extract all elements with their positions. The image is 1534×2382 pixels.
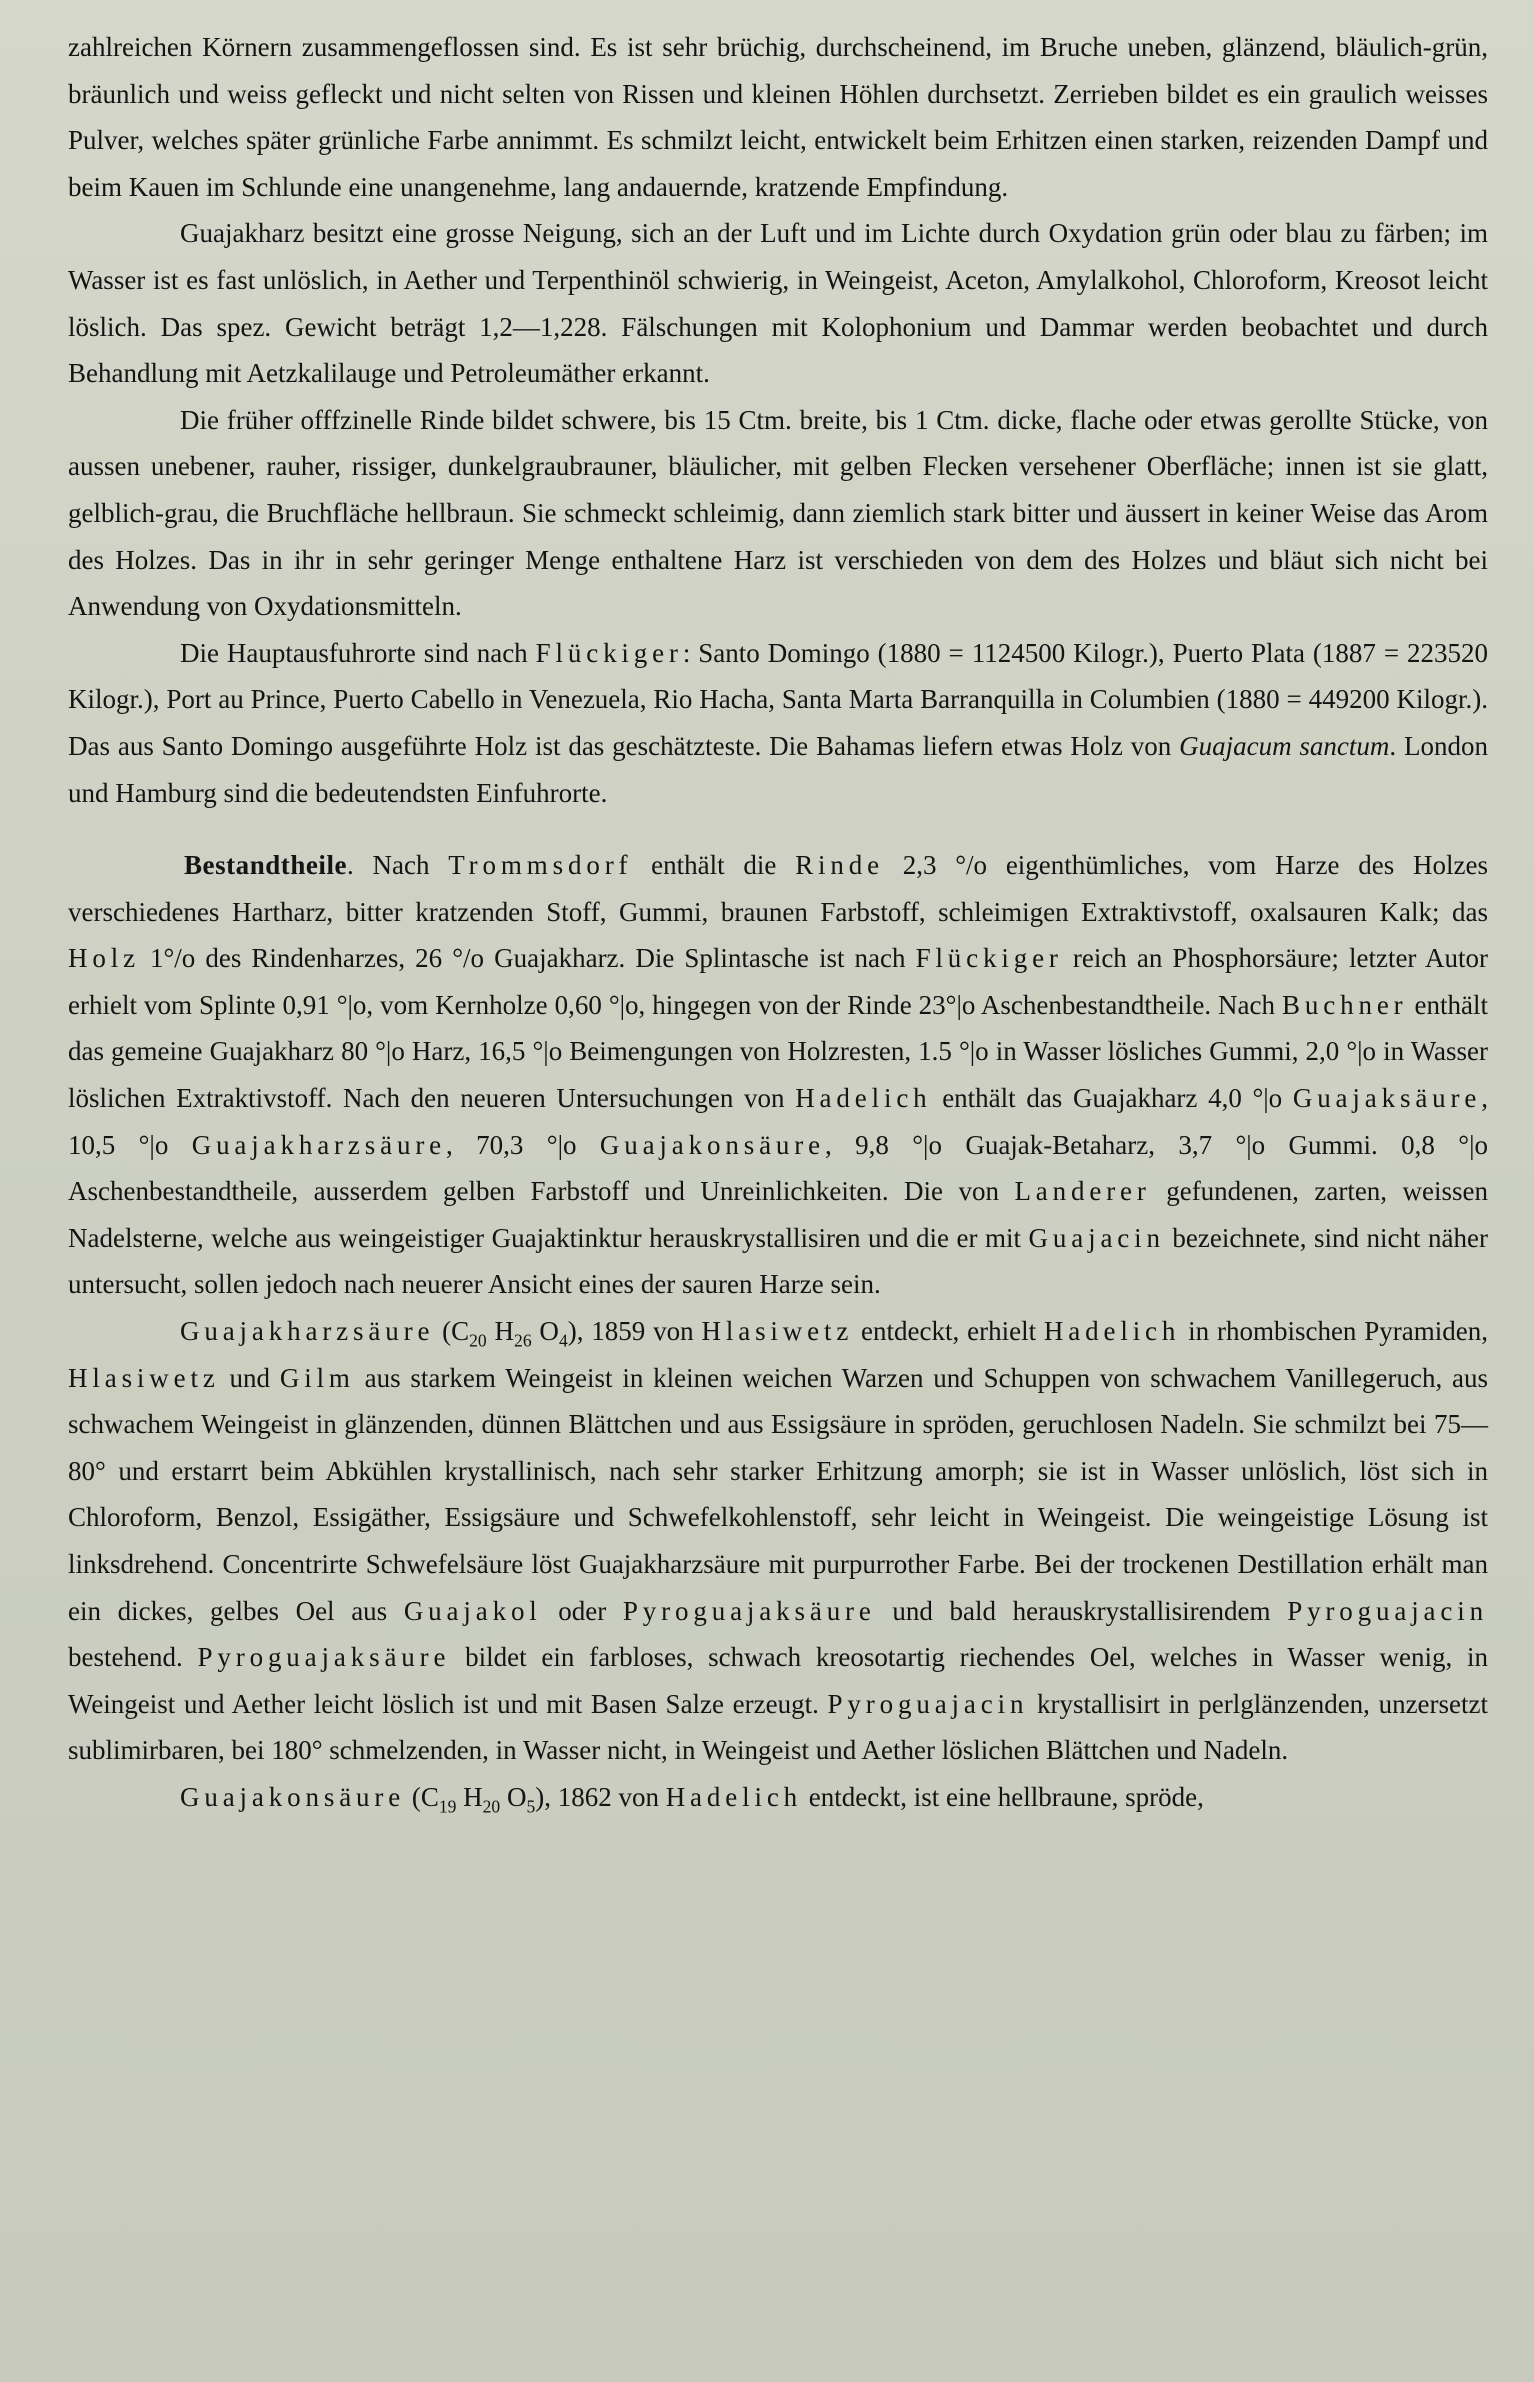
text-run: in rhombischen Pyramiden, xyxy=(1180,1316,1489,1347)
text-run: Guajakharzsäure xyxy=(180,1316,435,1347)
text-run: H xyxy=(456,1781,483,1812)
text-run: Buchner xyxy=(1282,989,1408,1020)
text-run: , 10,5 °|o xyxy=(68,1083,1488,1160)
text-run: enthält das gemeine Guajakharz 80 °|o Harz, 16,5 °|o Beimengungen von Holzresten, 1.5 °|o in Wasser lösliches Gummi, 2,0 °|o in Wasser löslichen Extraktivstoff. Nach den neueren Untersuchungen von xyxy=(68,989,1488,1114)
text-run: entdeckt, erhielt xyxy=(853,1316,1044,1347)
text-run: O xyxy=(500,1781,527,1812)
text-run: 19 xyxy=(438,1796,457,1817)
paragraph xyxy=(68,842,1488,1308)
text-run: Landerer xyxy=(1014,1176,1151,1207)
text-run: aus starkem Weingeist in kleinen weichen Warzen und Schuppen von schwachem Vanillegeruch, aus schwachem Weingeist in glänzenden, dünnen Blättchen und aus Essigsäure in spröden, geruchlosen Nadeln. Sie schmilzt bei 75—80° und erstarrt beim Abkühlen krystallinisch, nach sehr starker Erhitzung amorph; sie ist in Wasser unlöslich, löst sich in Chloroform, Benzol, Essigäther, Essigsäure und Schwefelkohlenstoff, sehr leicht in Weingeist. Die weingeistige Lösung ist linksdrehend. Concentrirte Schwefelsäure löst Guajakharzsäure mit purpurrother Farbe. Bei der trockenen Destillation erhält man ein dickes, gelbes Oel aus xyxy=(68,1362,1489,1626)
text-run: enthält die xyxy=(632,850,796,881)
text-run: entdeckt, ist eine hellbraune, spröde, xyxy=(802,1781,1204,1812)
text-run: Guajacin xyxy=(1028,1222,1165,1253)
text-run: Hadelich xyxy=(665,1781,803,1812)
text-run: Flückiger xyxy=(535,637,683,668)
text-run: zahlreichen Körnern zusammengeflossen sind. Es ist sehr brüchig, durchscheinend, im Bruche uneben, glänzend, bläulich-grün, bräunlich und weiss gefleckt und nicht selten von Rissen und kleinen Höhlen durchsetzt. Zerrieben bildet es ein graulich weisses Pulver, welches später grünliche Farbe annimmt. Es schmilzt leicht, entwickelt beim Erhitzen einen starken, reizenden Dampf und beim Kauen im Schlunde eine unangenehme, lang andauernde, kratzende Empfindung. xyxy=(68,32,1488,202)
text-run: (C xyxy=(434,1316,470,1347)
text-run: 20 xyxy=(482,1796,501,1817)
text-run: : Santo Domingo (1880 = 1124500 Kilogr.), Puerto Plata (1887 = 223520 Kilogr.), Port au Prince, Puerto Cabello in Venezuela, Rio Hacha, Santa Marta Barranquilla in Columbien (1880 = 449200 Kilogr.). Das aus Santo Domingo ausgeführte Holz ist das geschätzteste. Die Bahamas liefern etwas Holz von xyxy=(68,637,1488,761)
text-run: Guajakharz besitzt eine grosse Neigung, sich an der Luft und im Lichte durch Oxydation grün oder blau zu färben; im Wasser ist es fast unlöslich, in Aether und Terpenthinöl schwierig, in Weingeist, Aceton, Amylalkohol, Chloroform, Kreosot leicht löslich. Das spez. Gewicht beträgt 1,2—1,228. Fälschungen mit Kolophonium und Dammar werden beobachtet und durch Behandlung mit Aetzkalilauge und Petroleumäther erkannt. xyxy=(68,218,1488,389)
text-run: . Nach xyxy=(347,850,449,881)
paragraph xyxy=(68,397,1488,630)
paragraph xyxy=(68,1774,1488,1821)
paragraph xyxy=(68,24,1488,210)
text-run: Hlasiwetz xyxy=(68,1362,220,1393)
text-run: 1°/o des Rindenharzes, 26 °/o Guajakharz. Die Splintasche ist nach xyxy=(139,943,916,974)
text-run: Pyroguajacin xyxy=(827,1688,1029,1719)
text-run: 26 xyxy=(514,1330,532,1351)
text-run: , 70,3 °|o xyxy=(446,1129,600,1160)
page-text xyxy=(68,24,1488,1821)
paragraph xyxy=(68,630,1488,816)
text-run: Hadelich xyxy=(795,1083,932,1114)
text-run: Flückiger xyxy=(915,943,1063,974)
text-run: Guajacum sanctum xyxy=(1179,730,1390,761)
text-run: Guajakonsäure xyxy=(180,1781,406,1812)
text-run: ), 1862 von xyxy=(535,1781,666,1812)
text-run: Die Hauptausfuhrorte sind nach xyxy=(180,637,536,668)
text-run: Pyroguajacin xyxy=(1287,1595,1488,1626)
paragraph xyxy=(68,210,1488,396)
text-run: H xyxy=(486,1316,515,1347)
text-run: Guajakonsäure xyxy=(599,1129,825,1160)
text-run: bezeichnete, sind nicht näher untersucht, sollen jedoch nach neuerer Ansicht eines der sauren Harze sein. xyxy=(68,1222,1488,1300)
text-run: Hadelich xyxy=(1043,1316,1181,1347)
text-run: 20 xyxy=(469,1330,487,1351)
text-run: Trommsdorf xyxy=(448,850,633,881)
text-run: 2,3 °/o eigenthümliches, vom Harze des Holzes verschiedenes Hartharz, bitter kratzenden Stoff, Gummi, braunen Farbstoff, schleimigen Extraktivstoff, oxalsauren Kalk; das xyxy=(68,850,1488,927)
text-run: krystallisirt in perlglänzenden, unzersetzt sublimirbaren, bei 180° schmelzenden, in Wasser nicht, in Weingeist und Aether löslichen Blättchen und Nadeln. xyxy=(68,1688,1489,1766)
text-run: . London und Hamburg sind die bedeutendsten Einfuhrorte. xyxy=(68,730,1489,808)
text-run: Guajaksäure xyxy=(1292,1083,1482,1114)
text-run: Hlasiwetz xyxy=(701,1316,854,1347)
text-run: 5 xyxy=(526,1796,536,1817)
text-run: und bald herauskrystallisirendem xyxy=(875,1595,1288,1626)
text-run: Gilm xyxy=(279,1362,355,1393)
text-run: Pyroguajaksäure xyxy=(197,1642,451,1673)
text-run: bildet ein farbloses, schwach kreosotartig riechendes Oel, welches in Wasser wenig, in Weingeist und Aether leicht löslich ist und mit Basen Salze erzeugt. xyxy=(68,1642,1488,1719)
text-run: und xyxy=(219,1362,280,1393)
text-run: , 9,8 °|o Guajak-Betaharz, 3,7 °|o Gummi. 0,8 °|o Aschenbestandtheile, ausserdem gelben Farbstoff und Unreinlichkeiten. Die von xyxy=(68,1129,1489,1207)
paragraph xyxy=(68,1308,1488,1774)
text-run: Guajakharzsäure xyxy=(191,1129,447,1160)
text-run: enthält das Guajakharz 4,0 °|o xyxy=(931,1083,1293,1114)
text-run: gefundenen, zarten, weissen Nadelsterne, welche aus weingeistiger Guajaktinktur herauskrystallisiren und die er mit xyxy=(68,1176,1488,1253)
text-run: (C xyxy=(405,1781,439,1812)
section-heading: Bestandtheile xyxy=(184,850,348,881)
text-run: Rinde xyxy=(795,850,884,881)
text-run: bestehend. xyxy=(68,1642,198,1673)
text-run: oder xyxy=(541,1595,623,1626)
text-run: Holz xyxy=(68,943,140,974)
text-run: Guajakol xyxy=(403,1595,542,1626)
text-run: O xyxy=(531,1316,559,1347)
text-run: Die früher offfzinelle Rinde bildet schwere, bis 15 Ctm. breite, bis 1 Ctm. dicke, flache oder etwas gerollte Stücke, von aussen unebener, rauher, rissiger, dunkelgraubrauner, bläulicher, mit gelben Flecken versehener Oberfläche; innen ist sie glatt, gelblich-grau, die Bruchfläche hellbraun. Sie schmeckt schleimig, dann ziemlich stark bitter und äussert in keiner Weise das Arom des Holzes. Das in ihr in sehr geringer Menge enthaltene Harz ist verschieden von dem des Holzes und bläut sich nicht bei Anwendung von Oxydationsmitteln. xyxy=(68,404,1488,622)
text-run: reich an Phosphorsäure; letzter Autor erhielt vom Splinte 0,91 °|o, vom Kernholze 0,60 °|o, hingegen von der Rinde 23°|o Aschenbestandtheile. Nach xyxy=(68,943,1488,1020)
text-run: 4 xyxy=(558,1330,568,1351)
text-run: ), 1859 von xyxy=(567,1316,702,1347)
text-run: Pyroguajaksäure xyxy=(622,1595,876,1626)
